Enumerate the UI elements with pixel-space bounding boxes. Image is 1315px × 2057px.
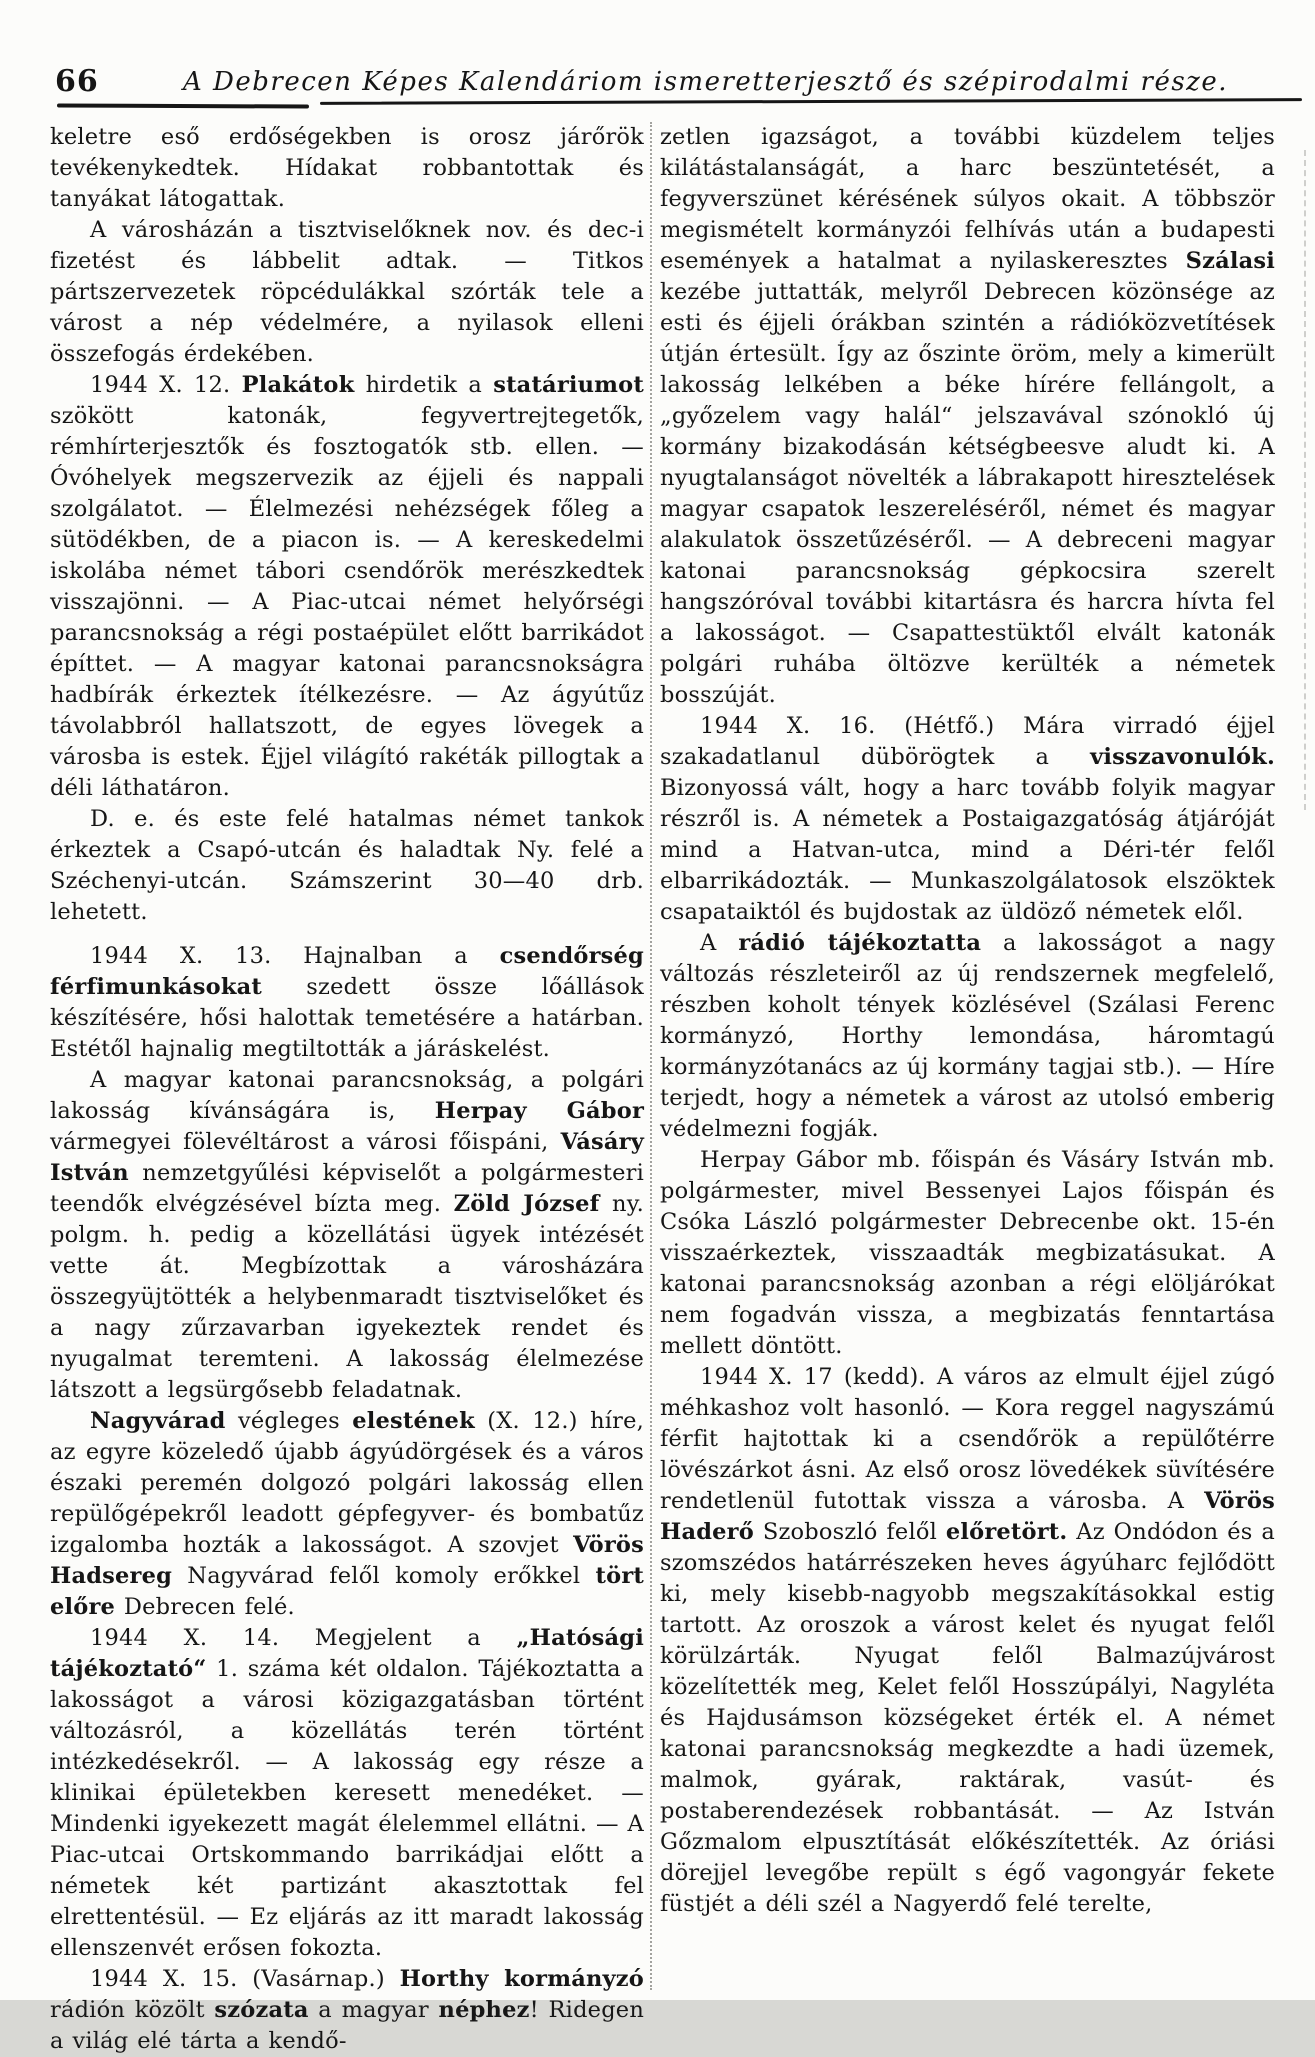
paragraph: zetlen igazságot, a további küzdelem teljes kilátástalanságát, a harc beszüntetését, a fegyverszünet kérésének súlyos okait. A többször megismételt kormányzói felhívás után a budapesti események a hatalmat a nyilaskeresztes Szálasi kezébe juttatták, melyről Debrecen közönsége az esti és éjjeli órákban szintén a rádióközvetítések útján értesült. Így az őszinte öröm, mely a kimerült lakosság lelkében a béke hírére fellángolt, a „győzelem vagy halál“ jelszavával szónokló új kormány bizakodásán kétségbeesve aludt ki. A nyugtalanságot növelték a lábrakapott hiresztelések magyar csapatok leszereléséről, német és magyar alakulatok összetűzéséről. — A debreceni magyar katonai parancsnokság gépkocsira szerelt hangszóróval további kitartásra és harcra hívta fel a lakosságot. — Csapattestüktől elvált katonák polgári ruhába öltözve kerülték a németek bosszúját.: [660, 124, 1275, 708]
paragraph: Nagyvárad végleges elestének (X. 12.) híre, az egyre közeledő újabb ágyúdörgések és a város északi peremén dolgozó polgári lakosság ellen repülőgépekről leadott gépfegyver- és bombatűz izgalomba hozták a lakosságot. A szovjet Vörös Hadsereg Nagyvárad felől komoly erőkkel tört előre Debrecen felé.: [50, 1408, 644, 1620]
paragraph: keletre eső erdőségekben is orosz járőrök tevékenykedtek. Hídakat robbantottak és tanyákat látogattak.: [50, 124, 644, 212]
paragraph: 1944 X. 16. (Hétfő.) Mára virradó éjjel szakadatlanul dübörögtek a visszavonulók. Bizonyossá vált, hogy a harc tovább folyik magyar részről is. A németek a Postaigazgatóság átjáróját mind a Hatvan-utca, mind a Déri-tér felől elbarrikádozták. — Munkaszolgálatosok elszöktek csapataiktól és bujdostak az üldöző németek elől.: [660, 713, 1275, 925]
paragraph: 1944 X. 12. Plakátok hirdetik a statáriumot szökött katonák, fegyvertrejtegetők, rémhírterjesztők és fosztogatók stb. ellen. — Óvóhelyek megszervezik az éjjeli és nappali szolgálatot. — Élelmezési nehézségek főleg a sütödékben, de a piacon is. — A kereskedelmi iskolába német tábori csendőrök merészkedtek visszajönni. — A Piac-utcai német helyőrségi parancsnokság a régi postaépület előtt barrikádot építtet. — A magyar katonai parancsnokságra hadbírák érkeztek ítélkezésre. — Az ágyútűz távolabbról hallatszott, de egyes lövegek a városba is estek. Éjjel világító rakéták pillogtak a déli láthatáron.: [50, 372, 644, 801]
paragraph: 1944 X. 15. (Vasárnap.) Horthy kormányzó rádión közölt szózata a magyar néphez! Ridegen a világ elé tárta a kendő-: [50, 1966, 645, 2054]
header-rule-right: [320, 98, 1302, 105]
paragraph: A városházán a tisztviselőknek nov. és dec-i fizetést és lábbelit adtak. — Titkos pártszervezetek röpcédulákkal szórták tele a várost a nép védelmére, a nyilasok elleni összefogás érdekében.: [50, 217, 644, 367]
column-left: [50, 122, 645, 2054]
scan-edge-line: [1304, 150, 1306, 810]
page-number: 66: [55, 64, 99, 99]
header-rule-left: [57, 103, 309, 108]
paragraph: 1944 X. 14. Megjelent a „Hatósági tájékoztató“ 1. száma két oldalon. Tájékoztatta a lakosságot a városi közigazgatásban történt változásról, a közellátás terén történt intézkedésekről. — A lakosság egy része a klinikai épületekben keresett menedéket. — Mindenki igyekezett magát élelemmel ellátni. — A Piac-utcai Ortskommando barrikádjai előtt a németek két partizánt akasztottak fel elrettentésül. — Ez eljárás az itt maradt lakosság ellenszenvét erősen fokozta.: [50, 1625, 644, 1961]
column-right: [660, 122, 1275, 1990]
column-divider: [650, 122, 652, 1990]
paragraph: Herpay Gábor mb. főispán és Vásáry István mb. polgármester, mivel Bessenyei Lajos főispán és Csóka László polgármester Debrecenbe okt. 15-én visszaérkeztek, visszaadták megbizatásukat. A katonai parancsnokság azonban a régi elöljárókat nem fogadván vissza, a megbizatás fenntartása mellett döntött.: [660, 1147, 1275, 1359]
paragraph: D. e. és este felé hatalmas német tankok érkeztek a Csapó-utcán és haladtak Ny. felé a Széchenyi-utcán. Számszerint 30—40 drb. lehetett.: [50, 806, 644, 925]
paragraph: 1944 X. 13. Hajnalban a csendőrség férfimunkásokat szedett össze lőállások készítésére, hősi halottak temetésére a határban. Estétől hajnalig megtiltották a járáskelést.: [50, 943, 644, 1062]
paragraph: A magyar katonai parancsnokság, a polgári lakosság kívánságára is, Herpay Gábor vármegyei fölevéltárost a városi főispáni, Vásáry István nemzetgyűlési képviselőt a polgármesteri teendők elvégzésével bízta meg. Zöld József ny. polgm. h. pedig a közellátási ügyek intézését vette át. Megbízottak a városházára összegyüjtötték a helybenmaradt tisztviselőket és a nagy zűrzavarban igyekeztek rendet és nyugalmat teremteni. A lakosság élelmezése látszott a legsürgősebb feladatnak.: [50, 1067, 644, 1403]
page-title: A Debrecen Képes Kalendáriom ismeretterjesztő és szépirodalmi része.: [183, 67, 1229, 97]
paragraph: A rádió tájékoztatta a lakosságot a nagy változás részleteiről az új rendszernek megfelelő, részben koholt tények közlésével (Szálasi Ferenc kormányzó, Horthy lemondása, háromtagú kormányzótanács az új kormány tagjai stb.). — Híre terjedt, hogy a németek a várost az utolsó emberig védelmezni fogják.: [660, 930, 1275, 1142]
page-content: [50, 122, 1275, 2054]
paragraph: 1944 X. 17 (kedd). A város az elmult éjjel zúgó méhkashoz volt hasonló. — Kora reggel nagyszámú férfit hajtottak ki a csendőrök a repülőtérre lövészárkot ásni. Az első orosz lövedékek süvítésére rendetlenül futottak vissza a városba. A Vörös Haderő Szoboszló felől előretört. Az Ondódon és a szomszédos határrészeken heves ágyúharc fejlődött ki, mely kisebb-nagyobb megszakításokkal estig tartott. Az oroszok a várost kelet és nyugat felől körülzárták. Nyugat felől Balmazújvárost közelítették meg, Kelet felől Hosszúpályi, Nagyléta és Hajdusámson községeket érték el. A német katonai parancsnokság megkezdte a hadi üzemek, malmok, gyárak, raktárak, vasút- és postaberendezések robbantását. — Az István Gőzmalom elpusztítását előkészítették. Az óriási dörejjel levegőbe repült s égő vagongyár fekete füstjét a déli szél a Nagyerdő felé terelte,: [660, 1364, 1275, 1917]
